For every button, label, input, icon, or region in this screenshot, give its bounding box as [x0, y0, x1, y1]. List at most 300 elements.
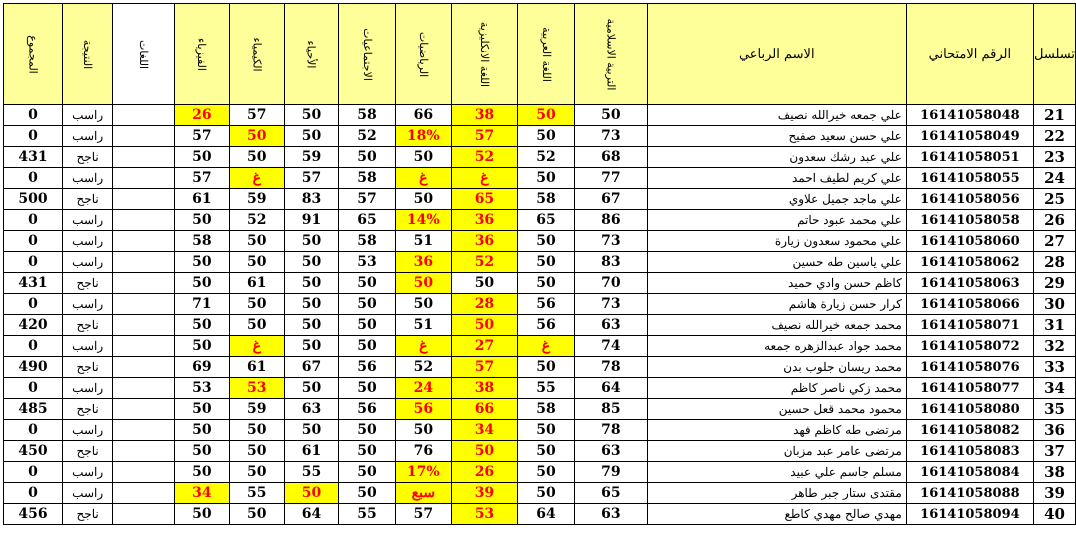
- grade-english: 53: [451, 504, 517, 525]
- grade-chemistry: 50: [229, 126, 284, 147]
- grade-biology: 50: [284, 252, 338, 273]
- grade-social: 50: [339, 441, 396, 462]
- grade-math: 57: [395, 504, 451, 525]
- grade-islamic: 86: [574, 210, 647, 231]
- grade-chemistry: غ: [229, 168, 284, 189]
- grade-math: 50: [395, 273, 451, 294]
- grade-math: 50: [395, 147, 451, 168]
- row-full-name: محمد ريسان جلوب بدن: [647, 357, 906, 378]
- grade-math: 51: [395, 315, 451, 336]
- grade-english: 52: [451, 252, 517, 273]
- row-seq: 31: [1034, 315, 1076, 336]
- table-row: [4, 357, 1076, 378]
- grade-social: 55: [339, 504, 396, 525]
- row-result: راسب: [63, 168, 113, 189]
- grade-arabic: 50: [518, 273, 575, 294]
- grade-islamic: 77: [574, 168, 647, 189]
- grade-arabic: 52: [518, 147, 575, 168]
- row-total: 0: [4, 168, 63, 189]
- row-seq: 38: [1034, 462, 1076, 483]
- row-seq: 25: [1034, 189, 1076, 210]
- table-row: [4, 483, 1076, 504]
- grade-biology: 50: [284, 336, 338, 357]
- row-seq: 35: [1034, 399, 1076, 420]
- grade-english: 39: [451, 483, 517, 504]
- grade-chemistry: 50: [229, 504, 284, 525]
- grade-physics: 50: [174, 441, 229, 462]
- grade-physics: 50: [174, 399, 229, 420]
- grade-math: 76: [395, 441, 451, 462]
- grade-english: 26: [451, 462, 517, 483]
- grade-arabic: 50: [518, 357, 575, 378]
- grade-islamic: 83: [574, 252, 647, 273]
- grade-islamic: 85: [574, 399, 647, 420]
- grade-social: 50: [339, 147, 396, 168]
- row-full-name: علي جمعه خيرالله نصيف: [647, 105, 906, 126]
- grade-chemistry: 59: [229, 399, 284, 420]
- grade-chemistry: 50: [229, 231, 284, 252]
- row-exam-number: 16141058058: [906, 210, 1033, 231]
- row-result: راسب: [63, 105, 113, 126]
- row-result: راسب: [63, 210, 113, 231]
- table-row: [4, 189, 1076, 210]
- grade-islamic: 73: [574, 231, 647, 252]
- grade-english: 34: [451, 420, 517, 441]
- header-total: المجموع: [4, 4, 63, 105]
- row-result: ناجح: [63, 441, 113, 462]
- grade-islamic: 68: [574, 147, 647, 168]
- grade-social: 50: [339, 483, 396, 504]
- table-row: [4, 273, 1076, 294]
- table-row: [4, 336, 1076, 357]
- grade-social: 50: [339, 315, 396, 336]
- grade-english: 50: [451, 315, 517, 336]
- grade-physics: 50: [174, 420, 229, 441]
- row-seq: 22: [1034, 126, 1076, 147]
- table-row: [4, 105, 1076, 126]
- grade-islamic: 63: [574, 441, 647, 462]
- grade-arabic: 50: [518, 168, 575, 189]
- row-full-name: مقتدى ستار جبر طاهر: [647, 483, 906, 504]
- row-full-name: علي حسن سعيد صفيح: [647, 126, 906, 147]
- table-row: [4, 126, 1076, 147]
- row-full-name: علي محمد عبود حاتم: [647, 210, 906, 231]
- grade-biology: 61: [284, 441, 338, 462]
- row-result: راسب: [63, 294, 113, 315]
- row-result: راسب: [63, 483, 113, 504]
- row-result: ناجح: [63, 357, 113, 378]
- row-languages: [113, 420, 175, 441]
- row-languages: [113, 504, 175, 525]
- grade-social: 50: [339, 378, 396, 399]
- grade-social: 50: [339, 462, 396, 483]
- grade-arabic: 50: [518, 483, 575, 504]
- grade-social: 50: [339, 336, 396, 357]
- grade-biology: 59: [284, 147, 338, 168]
- row-total: 0: [4, 126, 63, 147]
- row-full-name: علي كريم لطيف احمد: [647, 168, 906, 189]
- grade-islamic: 67: [574, 189, 647, 210]
- grade-biology: 91: [284, 210, 338, 231]
- row-result: راسب: [63, 378, 113, 399]
- grade-islamic: 63: [574, 315, 647, 336]
- row-languages: [113, 315, 175, 336]
- row-full-name: علي محمود سعدون زيارة: [647, 231, 906, 252]
- grade-english: 65: [451, 189, 517, 210]
- row-seq: 32: [1034, 336, 1076, 357]
- grade-arabic: 50: [518, 231, 575, 252]
- row-languages: [113, 210, 175, 231]
- grade-biology: 55: [284, 462, 338, 483]
- grade-arabic: غ: [518, 336, 575, 357]
- row-exam-number: 16141058080: [906, 399, 1033, 420]
- row-exam-number: 16141058084: [906, 462, 1033, 483]
- grade-chemistry: 50: [229, 462, 284, 483]
- row-full-name: كاظم حسن وادي حميد: [647, 273, 906, 294]
- grade-social: 50: [339, 273, 396, 294]
- row-result: راسب: [63, 420, 113, 441]
- row-full-name: مسلم جاسم علي عبيد: [647, 462, 906, 483]
- row-result: راسب: [63, 126, 113, 147]
- grade-physics: 50: [174, 210, 229, 231]
- grade-english: 38: [451, 105, 517, 126]
- row-seq: 26: [1034, 210, 1076, 231]
- row-exam-number: 16141058072: [906, 336, 1033, 357]
- row-languages: [113, 441, 175, 462]
- row-total: 420: [4, 315, 63, 336]
- row-full-name: كرار حسن زيارة هاشم: [647, 294, 906, 315]
- row-languages: [113, 294, 175, 315]
- row-total: 490: [4, 357, 63, 378]
- row-result: ناجح: [63, 273, 113, 294]
- grade-physics: 50: [174, 462, 229, 483]
- row-languages: [113, 105, 175, 126]
- header-physics: الفيزياء: [174, 4, 229, 105]
- grade-social: 57: [339, 189, 396, 210]
- row-exam-number: 16141058063: [906, 273, 1033, 294]
- grade-math: 14%: [395, 210, 451, 231]
- table-row: [4, 378, 1076, 399]
- table-row: [4, 210, 1076, 231]
- header-row: [4, 4, 1076, 105]
- grade-math: غ: [395, 168, 451, 189]
- table-row: [4, 252, 1076, 273]
- table-row: [4, 441, 1076, 462]
- row-languages: [113, 378, 175, 399]
- row-exam-number: 16141058077: [906, 378, 1033, 399]
- row-result: ناجح: [63, 399, 113, 420]
- grade-physics: 50: [174, 504, 229, 525]
- row-result: ناجح: [63, 147, 113, 168]
- row-languages: [113, 147, 175, 168]
- grade-social: 56: [339, 357, 396, 378]
- grade-physics: 50: [174, 273, 229, 294]
- grade-physics: 53: [174, 378, 229, 399]
- row-total: 0: [4, 231, 63, 252]
- grade-social: 53: [339, 252, 396, 273]
- row-seq: 30: [1034, 294, 1076, 315]
- grade-math: 24: [395, 378, 451, 399]
- row-total: 0: [4, 252, 63, 273]
- grade-physics: 57: [174, 126, 229, 147]
- row-total: 485: [4, 399, 63, 420]
- grade-chemistry: 61: [229, 357, 284, 378]
- grade-social: 65: [339, 210, 396, 231]
- row-total: 456: [4, 504, 63, 525]
- table-row: [4, 147, 1076, 168]
- row-full-name: مهدي صالح مهدي كاطع: [647, 504, 906, 525]
- row-seq: 40: [1034, 504, 1076, 525]
- row-full-name: محمود محمد قعل حسين: [647, 399, 906, 420]
- row-seq: 21: [1034, 105, 1076, 126]
- row-total: 0: [4, 378, 63, 399]
- row-exam-number: 16141058082: [906, 420, 1033, 441]
- grade-social: 58: [339, 105, 396, 126]
- grade-math: غ: [395, 336, 451, 357]
- grade-arabic: 58: [518, 399, 575, 420]
- grade-arabic: 50: [518, 252, 575, 273]
- grade-islamic: 78: [574, 420, 647, 441]
- grade-islamic: 73: [574, 294, 647, 315]
- grade-chemistry: 50: [229, 294, 284, 315]
- grade-biology: 50: [284, 420, 338, 441]
- grade-arabic: 56: [518, 294, 575, 315]
- row-languages: [113, 126, 175, 147]
- grade-biology: 50: [284, 315, 338, 336]
- row-languages: [113, 168, 175, 189]
- row-total: 431: [4, 273, 63, 294]
- row-full-name: علي ياسين طه حسين: [647, 252, 906, 273]
- grade-english: 50: [451, 273, 517, 294]
- row-total: 0: [4, 336, 63, 357]
- table-row: [4, 315, 1076, 336]
- grade-social: 58: [339, 231, 396, 252]
- grade-math: 66: [395, 105, 451, 126]
- row-result: ناجح: [63, 315, 113, 336]
- grade-physics: 57: [174, 168, 229, 189]
- grade-islamic: 63: [574, 504, 647, 525]
- table-row: [4, 399, 1076, 420]
- header-exam-number: الرقم الامتحاني: [906, 4, 1033, 105]
- grade-chemistry: 61: [229, 273, 284, 294]
- grade-english: 52: [451, 147, 517, 168]
- table-row: [4, 231, 1076, 252]
- row-exam-number: 16141058071: [906, 315, 1033, 336]
- row-exam-number: 16141058083: [906, 441, 1033, 462]
- grade-biology: 50: [284, 126, 338, 147]
- grade-islamic: 64: [574, 378, 647, 399]
- table-row: [4, 420, 1076, 441]
- grade-chemistry: 50: [229, 315, 284, 336]
- row-result: راسب: [63, 462, 113, 483]
- grade-biology: 67: [284, 357, 338, 378]
- header-english: اللغة الانكليزية: [451, 4, 517, 105]
- row-seq: 33: [1034, 357, 1076, 378]
- table-row: [4, 168, 1076, 189]
- grade-arabic: 50: [518, 105, 575, 126]
- row-seq: 28: [1034, 252, 1076, 273]
- row-result: راسب: [63, 336, 113, 357]
- grade-chemistry: 50: [229, 441, 284, 462]
- row-exam-number: 16141058055: [906, 168, 1033, 189]
- row-languages: [113, 189, 175, 210]
- table-body: [4, 105, 1076, 525]
- grade-social: 50: [339, 420, 396, 441]
- row-exam-number: 16141058076: [906, 357, 1033, 378]
- row-full-name: علي عبد رشك سعدون: [647, 147, 906, 168]
- grade-biology: 83: [284, 189, 338, 210]
- header-chemistry: الكيمياء: [229, 4, 284, 105]
- row-full-name: محمد زكي ناصر كاظم: [647, 378, 906, 399]
- row-languages: [113, 399, 175, 420]
- row-seq: 29: [1034, 273, 1076, 294]
- row-total: 0: [4, 294, 63, 315]
- grade-math: 50: [395, 420, 451, 441]
- grade-islamic: 78: [574, 357, 647, 378]
- grade-biology: 50: [284, 273, 338, 294]
- grade-biology: 50: [284, 378, 338, 399]
- grade-physics: 58: [174, 231, 229, 252]
- table-row: [4, 504, 1076, 525]
- header-full-name: الاسم الرباعي: [647, 4, 906, 105]
- grade-english: 66: [451, 399, 517, 420]
- grade-social: 52: [339, 126, 396, 147]
- grade-chemistry: 59: [229, 189, 284, 210]
- grade-math: سبع: [395, 483, 451, 504]
- row-exam-number: 16141058051: [906, 147, 1033, 168]
- grade-social: 58: [339, 168, 396, 189]
- grade-math: 17%: [395, 462, 451, 483]
- grade-arabic: 65: [518, 210, 575, 231]
- grade-english: 57: [451, 357, 517, 378]
- row-total: 0: [4, 105, 63, 126]
- grade-chemistry: 55: [229, 483, 284, 504]
- grade-physics: 34: [174, 483, 229, 504]
- header-biology: الأحياء: [284, 4, 338, 105]
- grade-math: 50: [395, 294, 451, 315]
- row-full-name: مرتضى عامر عبد مزبان: [647, 441, 906, 462]
- grade-biology: 50: [284, 483, 338, 504]
- table-row: [4, 294, 1076, 315]
- grade-physics: 71: [174, 294, 229, 315]
- row-languages: [113, 252, 175, 273]
- table-row: [4, 462, 1076, 483]
- row-exam-number: 16141058060: [906, 231, 1033, 252]
- header-arabic: اللغة العربية: [518, 4, 575, 105]
- row-exam-number: 16141058088: [906, 483, 1033, 504]
- row-full-name: محمد جمعه خيرالله نصيف: [647, 315, 906, 336]
- row-total: 0: [4, 420, 63, 441]
- header-seq: تسلسل: [1034, 4, 1076, 105]
- grade-arabic: 64: [518, 504, 575, 525]
- grade-biology: 50: [284, 231, 338, 252]
- grade-english: 36: [451, 210, 517, 231]
- header-social: الاجتماعيات: [339, 4, 396, 105]
- grade-english: 27: [451, 336, 517, 357]
- grade-math: 50: [395, 189, 451, 210]
- row-total: 0: [4, 210, 63, 231]
- grade-arabic: 56: [518, 315, 575, 336]
- grade-social: 50: [339, 294, 396, 315]
- row-languages: [113, 462, 175, 483]
- row-seq: 37: [1034, 441, 1076, 462]
- grade-english: 36: [451, 231, 517, 252]
- grade-physics: 50: [174, 147, 229, 168]
- row-total: 500: [4, 189, 63, 210]
- grade-physics: 61: [174, 189, 229, 210]
- row-languages: [113, 336, 175, 357]
- grade-chemistry: غ: [229, 336, 284, 357]
- grade-arabic: 55: [518, 378, 575, 399]
- grade-chemistry: 52: [229, 210, 284, 231]
- row-full-name: محمد جواد عبدالزهره جمعه: [647, 336, 906, 357]
- row-exam-number: 16141058066: [906, 294, 1033, 315]
- row-exam-number: 16141058049: [906, 126, 1033, 147]
- grade-islamic: 50: [574, 105, 647, 126]
- grade-physics: 50: [174, 336, 229, 357]
- grade-english: 28: [451, 294, 517, 315]
- grade-chemistry: 50: [229, 420, 284, 441]
- grade-math: 56: [395, 399, 451, 420]
- row-seq: 24: [1034, 168, 1076, 189]
- row-result: راسب: [63, 252, 113, 273]
- grade-biology: 57: [284, 168, 338, 189]
- header-islamic: التربية الاسلامية: [574, 4, 647, 105]
- grade-physics: 26: [174, 105, 229, 126]
- row-languages: [113, 273, 175, 294]
- row-seq: 23: [1034, 147, 1076, 168]
- grade-chemistry: 50: [229, 147, 284, 168]
- grade-arabic: 50: [518, 126, 575, 147]
- grade-arabic: 58: [518, 189, 575, 210]
- row-result: ناجح: [63, 189, 113, 210]
- grade-islamic: 74: [574, 336, 647, 357]
- grade-islamic: 73: [574, 126, 647, 147]
- grade-math: 52: [395, 357, 451, 378]
- grade-biology: 63: [284, 399, 338, 420]
- grade-english: 50: [451, 441, 517, 462]
- header-math: الرياضيات: [395, 4, 451, 105]
- row-result: ناجح: [63, 504, 113, 525]
- row-seq: 36: [1034, 420, 1076, 441]
- grade-islamic: 79: [574, 462, 647, 483]
- row-seq: 34: [1034, 378, 1076, 399]
- row-exam-number: 16141058094: [906, 504, 1033, 525]
- row-exam-number: 16141058048: [906, 105, 1033, 126]
- grades-sheet: [3, 3, 1076, 525]
- row-total: 431: [4, 147, 63, 168]
- row-exam-number: 16141058056: [906, 189, 1033, 210]
- grade-social: 56: [339, 399, 396, 420]
- grade-biology: 50: [284, 105, 338, 126]
- row-result: راسب: [63, 231, 113, 252]
- row-total: 0: [4, 483, 63, 504]
- row-languages: [113, 483, 175, 504]
- header-languages: اللغات: [113, 4, 175, 105]
- grade-physics: 50: [174, 252, 229, 273]
- grade-arabic: 50: [518, 441, 575, 462]
- grades-table: [3, 3, 1076, 525]
- grade-chemistry: 57: [229, 105, 284, 126]
- grade-math: 51: [395, 231, 451, 252]
- grade-english: غ: [451, 168, 517, 189]
- row-languages: [113, 231, 175, 252]
- grade-biology: 64: [284, 504, 338, 525]
- grade-chemistry: 53: [229, 378, 284, 399]
- row-exam-number: 16141058062: [906, 252, 1033, 273]
- row-total: 0: [4, 462, 63, 483]
- grade-arabic: 50: [518, 420, 575, 441]
